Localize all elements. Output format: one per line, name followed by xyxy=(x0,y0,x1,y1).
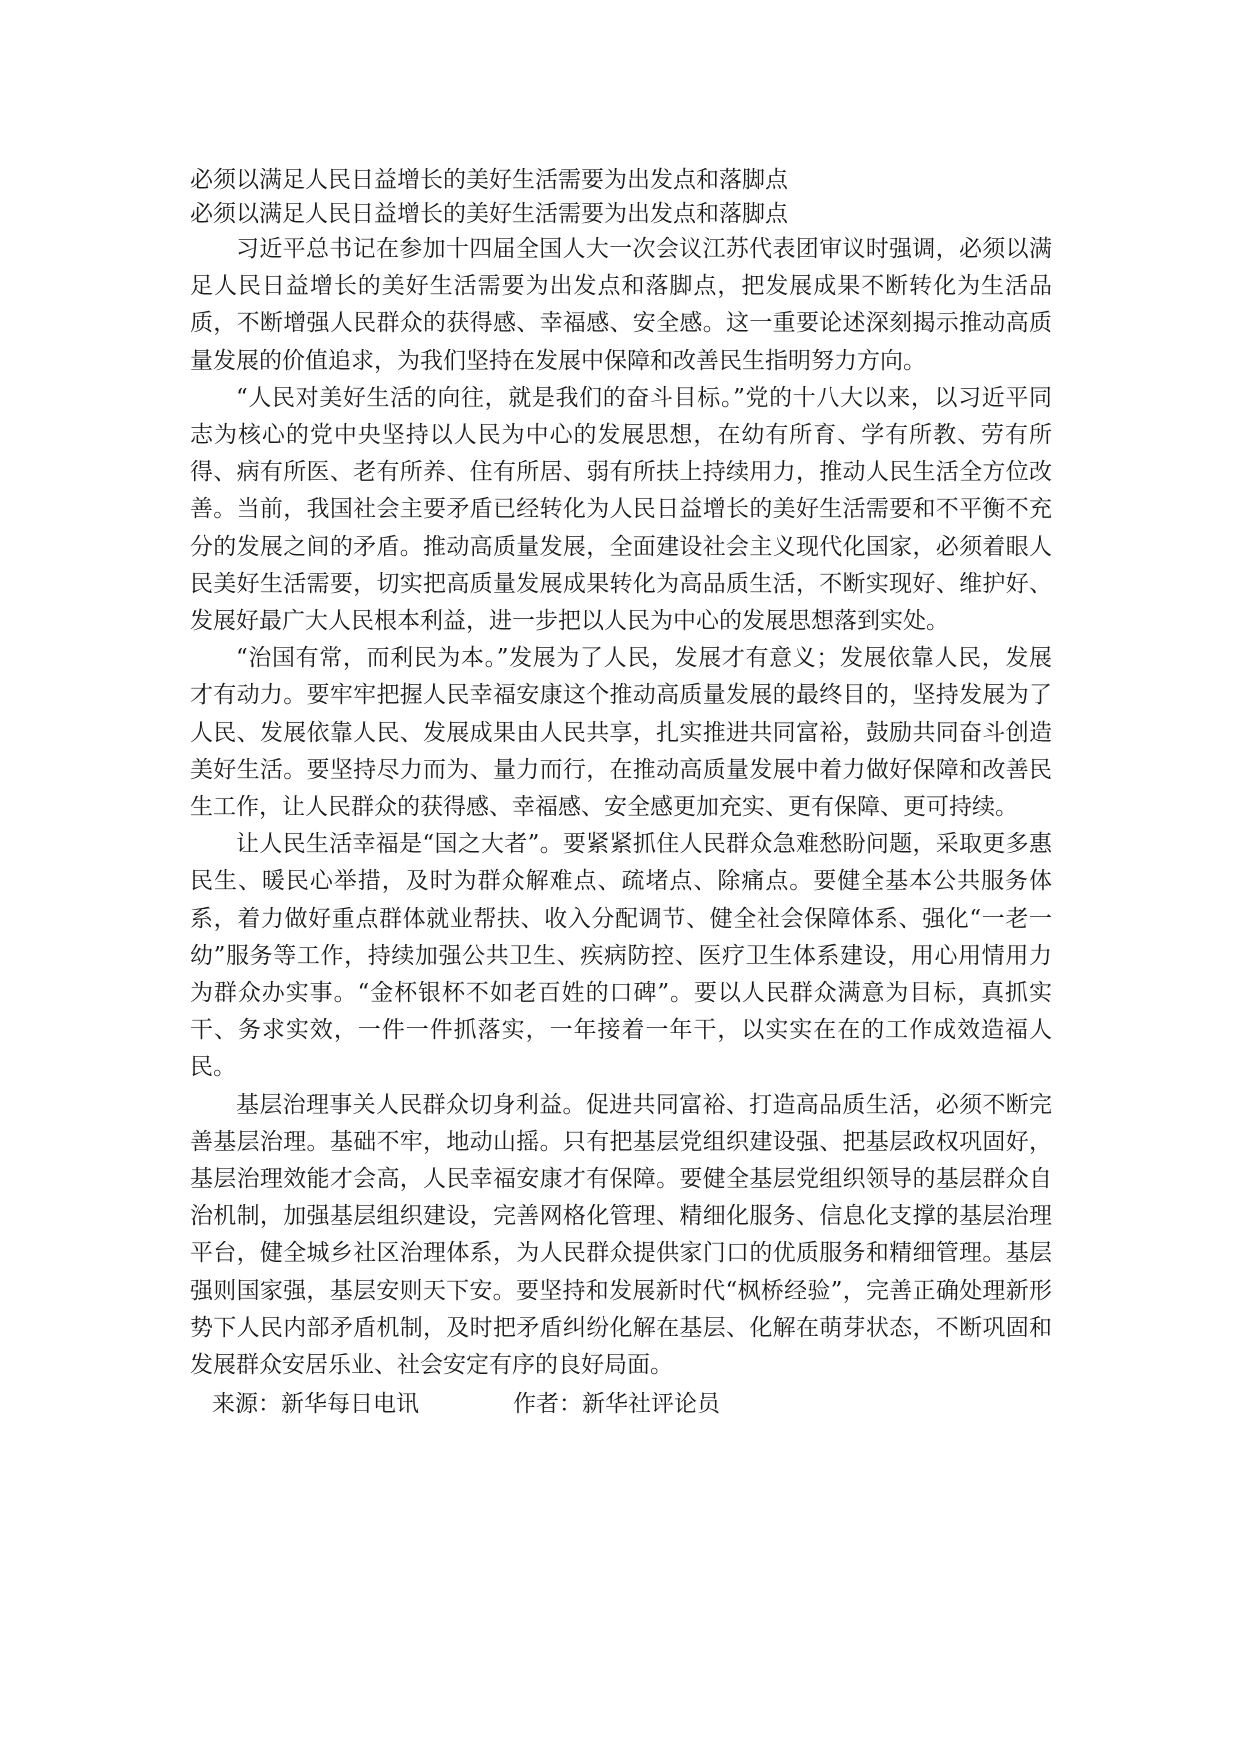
paragraph-2: “人民对美好生活的向往，就是我们的奋斗目标。”党的十八大以来，以习近平同志为核心的党中央坚持以人民为中心的发展思想，在幼有所育、学有所教、劳有所得、病有所医、老有所养、住有所居、弱有所扶上持续用力，推动人民生活全方位改善。当前，我国社会主要矛盾已经转化为人民日益增长的美好生活需要和不平衡不充分的发展之间的矛盾。推动高质量发展，全面建设社会主义现代化国家，必须着眼人民美好生活需要，切实把高质量发展成果转化为高品质生活，不断实现好、维护好、发展好最广大人民根本利益，进一步把以人民为中心的发展思想落到实处。 xyxy=(190,384,1052,635)
paragraph-5: 基层治理事关人民群众切身利益。促进共同富裕、打造高品质生活，必须不断完善基层治理。基础不牢，地动山摇。只有把基层党组织建设强、把基层政权巩固好，基层治理效能才会高，人民幸福安康才有保障。要健全基层党组织领导的基层群众自治机制，加强基层组织建设，完善网格化管理、精细化服务、信息化支撑的基层治理平台，健全城乡社区治理体系，为人民群众提供家门口的优质服务和精细管理。基层强则国家强，基层安则天下安。要坚持和发展新时代“枫桥经验”，完善正确处理新形势下人民内部矛盾机制，及时把矛盾纠纷化解在基层、化解在萌芽状态，不断巩固和发展群众安居乐业、社会安定有序的良好局面。 xyxy=(190,1091,1052,1379)
source-label: 来源：新华每日电讯 xyxy=(212,1391,419,1418)
document-title: 必须以满足人民日益增长的美好生活需要为出发点和落脚点 xyxy=(190,167,788,193)
paragraph-4: 让人民生活幸福是“国之大者”。要紧紧抓住人民群众急难愁盼问题，采取更多惠民生、暖民心举措，及时为群众解难点、疏堵点、除痛点。要健全基本公共服务体系，着力做好重点群体就业帮扶、收入分配调节、健全社会保障体系、强化“一老一幼”服务等工作，持续加强公共卫生、疾病防控、医疗卫生体系建设，用心用情用力为群众办实事。“金杯银杯不如老百姓的口碑”。要以人民群众满意为目标，真抓实干、务求实效，一件一件抓落实，一年接着一年干，以实实在在的工作成效造福人民。 xyxy=(190,831,1052,1081)
document-title-repeat: 必须以满足人民日益增长的美好生活需要为出发点和落脚点 xyxy=(190,201,788,227)
document-page xyxy=(190,163,1052,1422)
source-line xyxy=(212,1386,1052,1422)
paragraph-3: “治国有常，而利民为本。”发展为了人民，发展才有意义；发展依靠人民，发展才有动力。要牢牢把握人民幸福安康这个推动高质量发展的最终目的，坚持发展为了人民、发展依靠人民、发展成果由人民共享，扎实推进共同富裕，鼓励共同奋斗创造美好生活。要坚持尽力而为、量力而行，在推动高质量发展中着力做好保障和改善民生工作，让人民群众的获得感、幸福感、安全感更加充实、更有保障、更可持续。 xyxy=(190,645,1052,821)
paragraph-1: 习近平总书记在参加十四届全国人大一次会议江苏代表团审议时强调，必须以满足人民日益增长的美好生活需要为出发点和落脚点，把发展成果不断转化为生活品质，不断增强人民群众的获得感、幸福感、安全感。这一重要论述深刻揭示推动高质量发展的价值追求，为我们坚持在发展中保障和改善民生指明努力方向。 xyxy=(190,236,1052,374)
author-label: 作者：新华社评论员 xyxy=(513,1391,720,1418)
